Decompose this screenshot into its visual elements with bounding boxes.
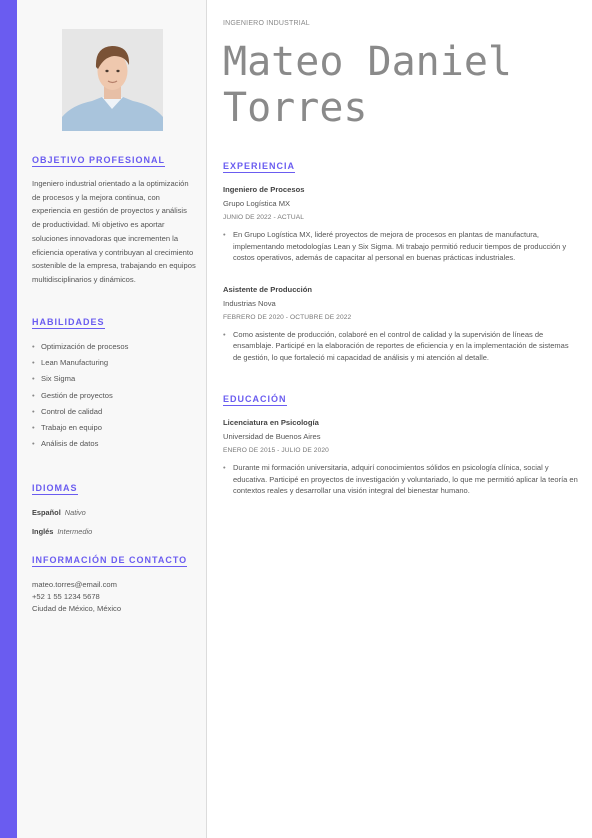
- skill-item: • Six Sigma: [32, 374, 197, 390]
- name-last: Torres: [223, 85, 368, 131]
- experience-entry: [223, 185, 578, 264]
- languages-title: IDIOMAS: [32, 483, 78, 493]
- entry-description: • En Grupo Logística MX, lideré proyectos de mejora de procesos en plantas de manufactura, implementando metodologías Lean y Six Sigma. Mi trabajo permitió reducir tiempos de producción y costos operativos, además de capacitar al personal en buenas prácticas industriales.: [223, 229, 578, 264]
- contact-email[interactable]: mateo.torres@email.com: [32, 580, 117, 589]
- job-title: INGENIERO INDUSTRIAL: [223, 20, 310, 27]
- entry-role: Licenciatura en Psicología: [223, 418, 319, 427]
- person-portrait-icon: [62, 29, 163, 131]
- education-title: EDUCACIÓN: [223, 394, 287, 404]
- skills-list: [32, 342, 197, 455]
- education-entry: [223, 418, 578, 497]
- contact-location: Ciudad de México, México: [32, 604, 122, 613]
- profile-photo: [62, 29, 163, 131]
- education-section: [223, 389, 578, 497]
- language-name: Español: [32, 508, 61, 517]
- sidebar: [17, 0, 207, 838]
- entry-role: Asistente de Producción: [223, 284, 313, 294]
- entry-date: FEBRERO DE 2020 - OCTUBRE DE 2022: [223, 313, 352, 321]
- contact-phone[interactable]: +52 1 55 1234 5678: [32, 592, 100, 601]
- language-item: [32, 527, 197, 536]
- language-level: Intermedio: [57, 527, 93, 536]
- skill-item: • Análisis de datos: [32, 439, 197, 455]
- entry-org: Grupo Logística MX: [223, 199, 291, 208]
- languages-section: [32, 478, 197, 536]
- skill-item: • Gestión de proyectos: [32, 391, 197, 407]
- experience-section: [223, 156, 578, 364]
- language-level: Nativo: [64, 508, 86, 517]
- skill-item: • Trabajo en equipo: [32, 423, 197, 439]
- objective-title: OBJETIVO PROFESIONAL: [32, 155, 166, 165]
- experience-entry: [223, 285, 578, 364]
- entry-date: JUNIO DE 2022 - ACTUAL: [223, 214, 304, 221]
- objective-section: [32, 150, 197, 287]
- entry-org: Industrias Nova: [223, 298, 276, 308]
- language-item: [32, 508, 197, 517]
- entry-description: • Durante mi formación universitaria, adquirí conocimientos sólidos en psicología clínica, social y educativa. Participé en proyectos de investigación y voluntariado, lo que me permitió aplicar la teoría en contextos reales y desarrollar una visión integral del bienestar humano.: [223, 462, 578, 497]
- entry-role: Ingeniero de Procesos: [223, 185, 305, 194]
- entry-org: Universidad de Buenos Aires: [223, 432, 321, 441]
- entry-date: ENERO DE 2015 - JULIO DE 2020: [223, 447, 329, 454]
- skill-item: • Lean Manufacturing: [32, 358, 197, 374]
- entry-description: • Como asistente de producción, colaboré en el control de calidad y la supervisión de líneas de ensamblaje. Participé en la elaboración de reportes de eficiencia y en la implementación de sistemas de gestión, lo que fortaleció mi capacidad de análisis y mi atención al detalle.: [223, 329, 578, 364]
- skills-title: HABILIDADES: [32, 317, 105, 327]
- skill-item: • Control de calidad: [32, 407, 197, 423]
- experience-title: EXPERIENCIA: [223, 161, 296, 171]
- objective-text: Ingeniero industrial orientado a la optimización de procesos y la mejora continua, con experiencia en gestión de proyectos y análisis de productividad. Mi objetivo es aportar soluciones innovadoras que incrementen la eficiencia operativa y contribuyan al crecimiento sostenible de la empresa, trabajando en equipos multidisciplinarios y dinámicos.: [32, 179, 196, 284]
- name-first: Mateo Daniel: [223, 39, 512, 85]
- contact-section: [32, 550, 197, 615]
- contact-title: INFORMACIÓN DE CONTACTO: [32, 555, 188, 565]
- skills-section: [32, 312, 197, 455]
- accent-bar: [0, 0, 17, 838]
- language-name: Inglés: [32, 527, 54, 536]
- skill-item: • Optimización de procesos: [32, 342, 197, 358]
